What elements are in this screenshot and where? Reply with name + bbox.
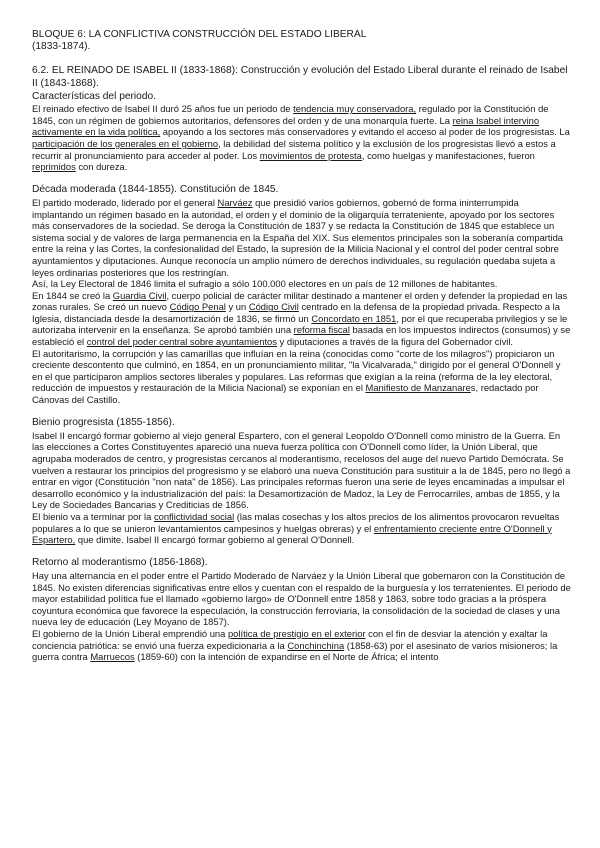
section-heading-reinado: 6.2. EL REINADO DE ISABEL II (1833-1868): Construcción y evolución del Estado Liberal durante el reinado de Isabel II (1843-1868). bbox=[32, 65, 568, 89]
subheading-caracteristicas: Características del periodo. bbox=[32, 90, 157, 102]
section-heading-bienio: Bienio progresista (1855-1856). bbox=[32, 417, 175, 429]
document-page bbox=[32, 29, 572, 663]
paragraph-retorno-2: El gobierno de la Unión Liberal emprendió una política de prestigio en el exterior con el fin de desviar la atención y exaltar la conciencia patriótica: se envió una fuerza expedicionaria a la Conchinchina (1858-63) por el asesinato de varios misioneros; la guerra contra Marruecos (1859-60) con la intención de expandirse en el Norte de África; el intento bbox=[32, 627, 558, 663]
spacer bbox=[32, 173, 572, 185]
spacer bbox=[32, 54, 572, 66]
section-heading-decada-moderada: Década moderada (1844-1855). Constitución de 1845. bbox=[32, 184, 279, 196]
paragraph-moderada-4: El autoritarismo, la corrupción y las camarillas que influían en la reina (conocidas como "corte de los milagros") propiciaron un creciente descontento que culminó, en 1854, en un pronunciamiento militar, "la Vicalvarada," dirigido por el general O'Donnell y en el que participaron amplios sectores liberales y populares. Las reformas que exigían a la reina (reforma de la ley electoral, reducción de impuestos y restauración de la Milicia Nacional) se exponían en el Manifiesto de Manzanares, redactado por Cánovas del Castillo. bbox=[32, 347, 561, 406]
paragraph-bienio-1: Isabel II encargó formar gobierno al viejo general Espartero, con el general Leopoldo O'Donnell como ministro de la Guerra. En las elecciones a Cortes Constituyentes apareció una nueva fuerza política con O'Donnell como líder, la Unión Liberal, que agrupaba moderados de centro, y progresistas cercanos al moderantismo, recelosos del auge del nuevo Partido Demócrata. Se vuelven a restaurar los principios del progresismo y se elaboró una nueva Constitución para sustituir a la de 1845, pero no llegó a entrar en vigor (Constitución "non nata" de 1856). Las principales reformas fueron una serie de leyes encaminadas a impulsar el desarrollo económico y la industrialización del país: la Desamortización de Madoz, la Ley de Ferrocarriles, ambas de 1855, y la Ley de Sociedades Bancarias y Crediticias de 1856. bbox=[32, 429, 571, 511]
document-title-dates: (1833-1874). bbox=[32, 41, 91, 53]
paragraph-bienio-2: El bienio va a terminar por la conflictividad social (las malas cosechas y los altos precios de los alimentos provocaron revueltas populares a lo que se unieron levantamientos campesinos y huelgas obreras) y el enfrentamiento creciente entre O'Donnell y Espartero, que dimite. Isabel II encargó formar gobierno al general O'Donnell. bbox=[32, 510, 560, 546]
paragraph-moderada-2: Así, la Ley Electoral de 1846 limita el sufragio a sólo 100.000 electores en un país de 12 millones de habitantes. bbox=[32, 278, 498, 290]
paragraph-moderada-3: En 1844 se creó la Guardia Civil, cuerpo policial de carácter militar destinado a mantener el orden y defender la propiedad en las zonas rurales. Se creó un nuevo Código Penal y un Código Civil centrado en la defensa de la propiedad privada. Respecto a la Iglesia, distanciada desde la desamortización de 1836, se firmó un Concordato en 1851, por el que recuperaba privilegios y se le autorizaba intervenir en la enseñanza. Se aprobó también una reforma fiscal basada en los impuestos indirectos (consumos) y se estableció el control del poder central sobre ayuntamientos y diputaciones a través de la figura del Gobernador civil. bbox=[32, 289, 571, 348]
section-heading-retorno: Retorno al moderantismo (1856-1868). bbox=[32, 557, 208, 569]
spacer bbox=[32, 406, 572, 418]
paragraph-moderada-1: El partido moderado, liderado por el general Narváez que presidió varios gobiernos, gobernó de forma ininterrumpida implantando un régimen basado en la autoridad, el orden y el dominio de la oligarquía terrateniente, apoyado por los sectores más conservadores de la sociedad. Se deroga la Constitución de 1837 y se redacta la Constitución de 1845 que establece un sistema social y de valores de larga permanencia en la España del XIX. Sus elementos principales son la soberanía compartida entre la reina y las Cortes, la confesionalidad del Estado, la supresión de la Milicia Nacional y el control del poder central sobre ayuntamientos y diputaciones. Aunque reconocía un amplio número de derechos individuales, su regulación quedaba sujeta a leyes ordinarias posteriores que los restringían. bbox=[32, 196, 564, 278]
paragraph-reinado: El reinado efectivo de Isabel II duró 25 años fue un periodo de tendencia muy conservadora, regulado por la Constitución de 1845, con un régimen de gobiernos autoritarios, defensores del orden y de una monarquía fuerte. La reina Isabel intervino activamente en la vida política, apoyando a los sectores más conservadores y evitando el acceso al poder de los progresistas. La participación de los generales en el gobierno, la debilidad del sistema político y la exclusión de los progresistas llevó a estos a recurrir al pronunciamiento para acceder al poder. Los movimientos de protesta, como huelgas y manifestaciones, fueron reprimidos con dureza. bbox=[32, 103, 570, 173]
spacer bbox=[32, 546, 572, 558]
document-title: BLOQUE 6: LA CONFLICTIVA CONSTRUCCIÓN DEL ESTADO LIBERAL bbox=[32, 29, 367, 40]
paragraph-retorno-1: Hay una alternancia en el poder entre el Partido Moderado de Narváez y la Unión Liberal que gobernaron con la Constitución de 1845. No existen diferencias significativas entre ellos y cuentan con el respaldo de la burguesía y los terratenientes. El periodo de mayor estabilidad política fue el llamado «gobierno largo» de O'Donnell entre 1858 y 1863, sobre todo gracias a la próspera coyuntura económica que favorece la especulación, la construcción ferroviaria, la consolidación de la sociedad de clases y una nueva ley de educación (Ley Moyano de 1857). bbox=[32, 569, 571, 628]
